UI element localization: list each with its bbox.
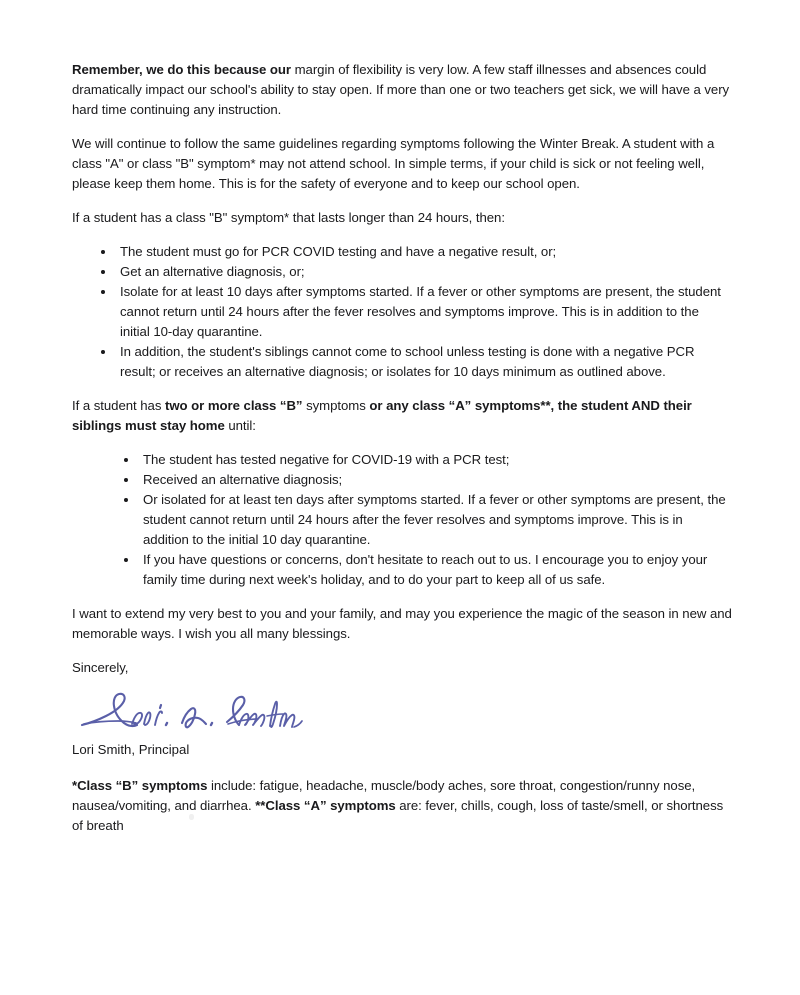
letter-body [72, 60, 732, 836]
list-item: In addition, the student's siblings cannot come to school unless testing is done with a negative PCR result; or receives an alternative diagnosis; or isolates for 10 days minimum as outlined above. [98, 342, 732, 382]
list-item: Get an alternative diagnosis, or; [98, 262, 732, 282]
paragraph-best-wishes: I want to extend my very best to you and your family, and may you experience the magic of the season in new and memorable ways. I wish you all many blessings. [72, 606, 732, 641]
bullet-list-class-b [98, 242, 732, 382]
scan-artifact-speck [189, 814, 194, 820]
handwritten-signature-lori-a-smith [76, 688, 306, 736]
paragraph-two-or-more [72, 396, 732, 436]
paragraph-two-or-more-part-3: until: [224, 418, 256, 433]
list-item: Or isolated for at least ten days after symptoms started. If a fever or other symptoms are present, the student cannot return until 24 hours after the fever resolves and symptoms improve. This is in addition to the initial 10 day quarantine. [121, 490, 732, 550]
paragraph-class-b-intro: If a student has a class "B" symptom* that lasts longer than 24 hours, then: [72, 210, 505, 225]
list-item: Isolate for at least 10 days after symptoms started. If a fever or other symptoms are present, the student cannot return until 24 hours after the fever resolves and symptoms improve. This is in addition to the initial 10-day quarantine. [98, 282, 732, 342]
paragraph-remember [72, 60, 732, 120]
list-item: The student has tested negative for COVID-19 with a PCR test; [121, 450, 732, 470]
closing-salutation: Sincerely, [72, 660, 129, 675]
paragraph-guidelines: We will continue to follow the same guidelines regarding symptoms following the Winter Break. A student with a class "A" or class "B" symptom* may not attend school. In simple terms, if your child is sick or not feeling well, please keep them home. This is for the safety of everyone and to keep our school open. [72, 136, 715, 191]
footnote-symptoms [72, 776, 732, 836]
paragraph-two-or-more-part-2: symptoms [302, 398, 370, 413]
footnote-class-b-list: include: fatigue, headache, muscle/body aches, sore throat, congestion/runny nose, nausea/vomiting, and diarrhea. [72, 778, 696, 813]
paragraph-two-or-more-bold-2: or any class “A” symptoms**, the student AND their siblings must stay home [72, 398, 692, 433]
footnote-bold-class-a: **Class “A” symptoms [255, 798, 396, 813]
paragraph-remember-bold-lead: Remember, we do this because our [72, 62, 291, 77]
signature-block [72, 692, 732, 736]
paragraph-two-or-more-part-1: If a student has [72, 398, 165, 413]
list-item: The student must go for PCR COVID testing and have a negative result, or; [98, 242, 732, 262]
footnote-bold-class-b: *Class “B” symptoms [72, 778, 208, 793]
footnote-class-a-list: are: fever, chills, cough, loss of taste/smell, or shortness of breath [72, 798, 724, 833]
list-item: If you have questions or concerns, don't hesitate to reach out to us. I encourage you to enjoy your family time during next week's holiday, and to do your part to keep all of us safe. [121, 550, 732, 590]
paragraph-two-or-more-bold-1: two or more class “B” [165, 398, 303, 413]
signature-name-title: Lori Smith, Principal [72, 742, 190, 757]
paragraph-remember-rest: margin of flexibility is very low. A few staff illnesses and absences could dramatically impact our school's ability to stay open. If more than one or two teachers get sick, we will have a very hard time continuing any instruction. [72, 62, 730, 117]
bullet-list-stay-home [121, 450, 732, 590]
list-item: Received an alternative diagnosis; [121, 470, 732, 490]
